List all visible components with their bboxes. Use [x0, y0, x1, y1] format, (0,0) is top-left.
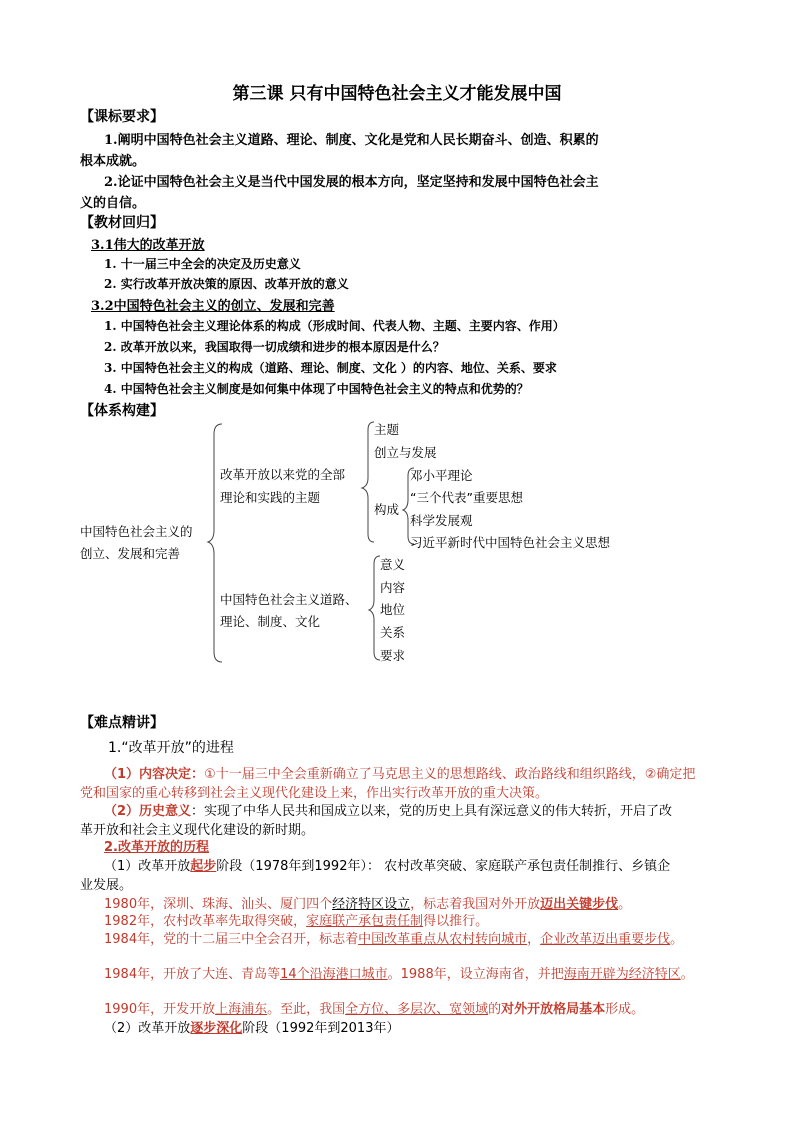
- section-header-difficult: 【难点精讲】: [80, 715, 164, 731]
- e1990-c: 。至此，我国: [267, 1002, 346, 1017]
- review-item: 2. 改革开放以来，我国取得一切成绩和进步的根本原因是什么？: [104, 340, 445, 354]
- map-node: “三个代表”重要思想: [410, 490, 523, 505]
- p2-text: ：实现了中华人民共和国成立以来，党的历史上具有深远意义的伟大转折，开启了改: [191, 804, 673, 819]
- stage2-a: （2）改革开放: [104, 1021, 191, 1036]
- review-item: 3. 中国特色社会主义的构成（道路、理论、制度、文化 ）的内容、地位、关系、要求: [104, 361, 557, 375]
- stage1-c: 阶段（1978年到1992年）： 农村改革突破、家庭联产承包责任制推行、乡镇企: [216, 859, 671, 874]
- p1-line1: [104, 763, 695, 782]
- stage2-line1: [104, 1017, 399, 1036]
- p1-colon: ：: [191, 767, 205, 782]
- stage1-line2: 业发展。: [80, 878, 133, 893]
- event-1984a: [104, 928, 683, 947]
- e1984b-c: 。1988年，设立海南省，并把: [387, 967, 564, 982]
- e1982-b: 家庭联产承包责任制: [306, 914, 424, 929]
- stage2-b: 逐步深化: [190, 1021, 243, 1036]
- map-node: 要求: [380, 648, 406, 663]
- p2-line1: [104, 800, 672, 819]
- section-header-curriculum: 【课标要求】: [80, 109, 164, 125]
- e1984b-a: 1984年，开放了大连、青岛等: [104, 967, 281, 982]
- review-item: 4. 中国特色社会主义制度是如何集中体现了中国特色社会主义的特点和优势的？: [104, 382, 529, 396]
- review-item: 1. 中国特色社会主义理论体系的构成（形成时间、代表人物、主题、主要内容、作用）: [104, 319, 565, 333]
- e1982-c: 得以推行。: [423, 914, 489, 929]
- difficult-point-2: [104, 836, 209, 855]
- p2-line2: 革开放和社会主义现代化建设的新时期。: [80, 823, 315, 838]
- review-item: 1. 十一届三中全会的决定及历史意义: [104, 257, 301, 271]
- e1990-g: 形成。: [605, 1002, 645, 1017]
- map-branch1-line1: 改革开放以来党的全部: [220, 467, 346, 482]
- point2-text: 2.改革开放的历程: [104, 840, 209, 855]
- map-node: 内容: [380, 580, 406, 595]
- map-branch2-line1: 中国特色社会主义道路、: [220, 592, 358, 607]
- map-node: 习近平新时代中国特色社会主义思想: [410, 535, 611, 550]
- stage1-b: 起步: [190, 859, 217, 874]
- map-node: 科学发展观: [410, 513, 473, 528]
- requirement-1-line2: 根本成就。: [80, 154, 146, 169]
- review-section-3-2: 3.2中国特色社会主义的创立、发展和完善: [91, 299, 335, 314]
- p1-text: ①十一届三中全会重新确立了马克思主义的思想路线、政治路线和组织路线，②确定把: [204, 767, 696, 782]
- e1984a-e: 。: [670, 932, 684, 947]
- stage1-a: （1）改革开放: [104, 859, 191, 874]
- e1984a-d: 企业改革迈出重要步伐: [540, 932, 671, 947]
- map-node: 意义: [380, 557, 406, 572]
- event-1982: [104, 910, 488, 929]
- map-root-line2: 创立、发展和完善: [80, 546, 181, 561]
- page-title: 第三课 只有中国特色社会主义才能发展中国: [232, 84, 562, 104]
- review-section-3-1: 3.1伟大的改革开放: [91, 238, 205, 253]
- e1990-e: 的: [488, 1002, 502, 1017]
- map-node: 主题: [374, 422, 400, 437]
- p1-label: （1）内容决定: [104, 767, 192, 782]
- e1984b-d: 海南开辟为经济特区: [563, 967, 681, 982]
- e1990-a: 1990年，开发开放: [104, 1002, 216, 1017]
- map-branch1-line2: 理论和实践的主题: [220, 490, 321, 505]
- map-node: 关系: [380, 625, 406, 640]
- e1980-c: ，标志着我国对外开放: [410, 897, 541, 912]
- map-node: 创立与发展: [374, 445, 437, 460]
- p1-line2: 党和国家的重心转移到社会主义现代化建设上来，作出实行改革开放的重大决策。: [80, 786, 549, 801]
- map-node: 邓小平理论: [410, 468, 473, 483]
- requirement-2-line1: 2.论证中国特色社会主义是当代中国发展的根本方向，坚定坚持和发展中国特色社会主: [104, 175, 599, 190]
- event-1990: [104, 998, 644, 1017]
- map-root-line1: 中国特色社会主义的: [80, 524, 193, 539]
- section-header-review: 【教材回归】: [80, 215, 164, 231]
- bracket-branch2: [369, 556, 380, 660]
- e1984a-c: ，: [527, 932, 541, 947]
- requirement-2-line2: 义的自信。: [80, 196, 146, 211]
- e1984b-b: 14个沿海港口城市: [280, 967, 388, 982]
- stage2-c: 阶段（1992年到2013年）: [242, 1021, 400, 1036]
- p2-label: （2）历史意义: [104, 804, 192, 819]
- bracket-branch1: [362, 422, 374, 542]
- e1990-d: 全方位、多层次、宽领域: [345, 1002, 489, 1017]
- e1984b-e: 。: [680, 967, 694, 982]
- requirement-1-line1: 1.阐明中国特色社会主义道路、理论、制度、文化是党和人民长期奋斗、创造、积累的: [104, 133, 599, 148]
- e1980-d: 迈出关键步伐: [540, 897, 619, 912]
- e1990-b: 上海浦东: [215, 1002, 268, 1017]
- e1980-e: 。: [618, 897, 632, 912]
- difficult-point-1: 1.“改革开放”的进程: [108, 740, 234, 756]
- review-item: 2. 实行改革开放决策的原因、改革开放的意义: [104, 277, 349, 291]
- event-1984b: [104, 963, 694, 982]
- stage1-line1: [104, 855, 670, 874]
- e1982-a: 1982年，农村改革率先取得突破，: [104, 914, 307, 929]
- e1984a-b: 中国改革重点从农村转向城市: [358, 932, 528, 947]
- map-node-compose: 构成: [374, 502, 400, 517]
- e1984a-a: 1984年，党的十二届三中全会召开，标志着: [104, 932, 359, 947]
- map-branch2-line2: 理论、制度、文化: [220, 614, 321, 629]
- e1980-a: 1980年，深圳、珠海、汕头、厦门四个: [104, 897, 333, 912]
- e1980-b: 经济特区设立: [332, 897, 411, 912]
- map-node: 地位: [380, 602, 406, 617]
- section-header-system: 【体系构建】: [80, 403, 164, 419]
- e1990-f: 对外开放格局基本: [501, 1002, 606, 1017]
